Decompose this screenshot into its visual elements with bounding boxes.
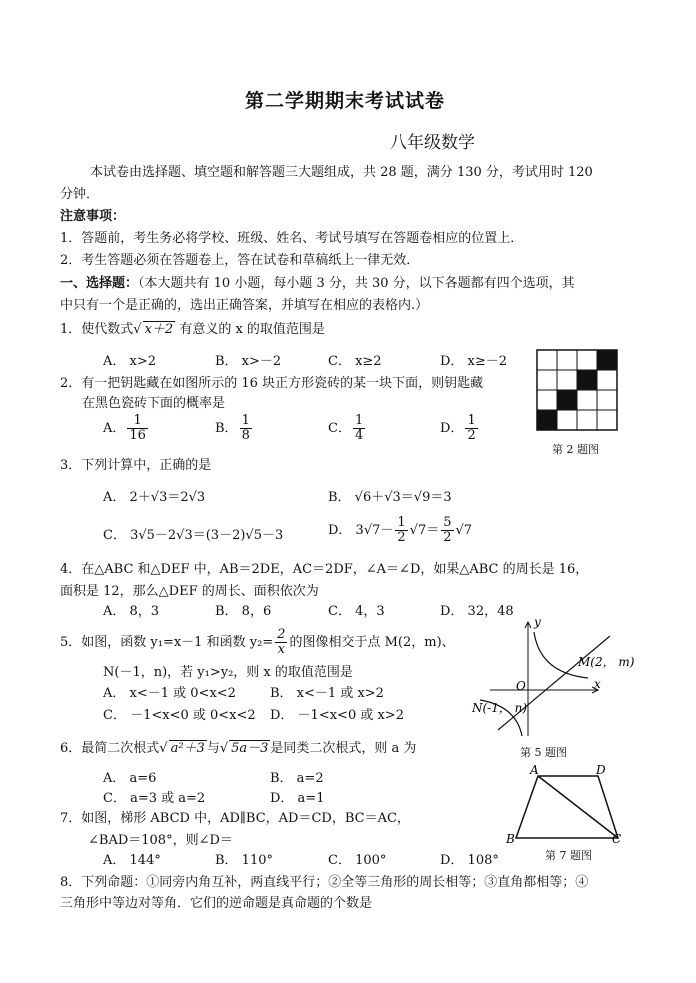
- frac-num: 1: [397, 515, 406, 530]
- q5-option-b: B． x<－1 或 x>2: [270, 686, 384, 701]
- q2-option-d: [440, 414, 480, 443]
- label-x: x: [594, 677, 601, 691]
- point-c: C: [612, 832, 622, 846]
- q3-stem: 3．下列计算中，正确的是: [60, 458, 212, 473]
- q2-d-frac: [465, 414, 477, 443]
- q3-option-c: C． 3√5－2√3＝(3－2)√5－3: [103, 528, 284, 543]
- q1-stem: [60, 318, 325, 337]
- black-tile: [597, 350, 617, 370]
- q6-post: 是同类二次根式，则 a 为: [270, 741, 417, 756]
- q4-option-a: A． 8，3: [103, 604, 160, 619]
- q3-option-b: B． √6＋√3＝√9＝3: [328, 490, 452, 505]
- q6-option-c: C． a=3 或 a=2: [103, 791, 206, 806]
- q2-a-label: A．: [103, 421, 126, 436]
- q4-option-b: B． 8，6: [215, 604, 272, 619]
- q4-option-d: D． 32，48: [440, 604, 514, 619]
- q5-graph-figure: [470, 618, 640, 740]
- sqrt-sign: √: [133, 322, 142, 337]
- q2-a-frac: [127, 414, 148, 443]
- intro-line2: 分钟．: [60, 187, 100, 202]
- page-subtitle: 八年级数学: [390, 133, 475, 153]
- q8-line1: 8．下列命题：①同旁内角互补，两直线平行；②全等三角形的周长相等；③直角都相等；④: [60, 875, 589, 890]
- q1-radicand: x＋2: [144, 322, 174, 337]
- section1-desc: （本大题共有 10 小题，每小题 3 分，共 30 分，以下各题都有四个选项，其: [138, 276, 575, 291]
- q4-line1: 4．在△ABC 和△DEF 中，AB＝2DE，AC＝2DF，∠A＝∠D，如果△ABC 的周长是 16，: [60, 562, 589, 577]
- q6-radicand-2: 5a－3: [231, 741, 269, 756]
- q3-d-frac2: [441, 516, 453, 545]
- q2-line1: 2．有一把钥匙藏在如图所示的 16 块正方形瓷砖的某一块下面，则钥匙藏: [60, 376, 484, 391]
- q4-option-c: C． 4，3: [328, 604, 385, 619]
- point-d: D: [596, 764, 606, 777]
- q5-option-c: C． －1<x<0 或 0<x<2: [103, 708, 256, 723]
- notice-item-2: 2．考生答题必须在答题卷上，答在试卷和草稿纸上一律无效．: [60, 253, 420, 268]
- q5-pre: 5．如图，函数 y₁=x－1 和函数 y₂=: [60, 635, 274, 650]
- diagonal-ac: [538, 776, 618, 838]
- black-tile: [577, 370, 597, 390]
- q1-option-c: C． x≥2: [328, 354, 382, 369]
- q5-line2: N(－1，n)，若 y₁>y₂，则 x 的取值范围是: [103, 665, 353, 680]
- frac-den: 8: [241, 428, 250, 443]
- q8-line2: 三角形中等边对等角．它们的逆命题是真命题的个数是: [60, 896, 373, 911]
- section1-label: 一、选择题：: [60, 276, 139, 291]
- black-tile: [557, 390, 577, 410]
- q1-post: 有意义的 x 的取值范围是: [179, 322, 325, 337]
- q6-stem: [60, 737, 416, 756]
- sqrt-sign: √: [219, 741, 229, 756]
- label-n: N(-1， n): [472, 701, 528, 715]
- section1-desc2: 中只有一个是正确的，选出正确答案，并填写在相应的表格内.）: [60, 298, 429, 313]
- q1-option-a: A． x>2: [103, 354, 157, 369]
- q2-c-frac: [353, 414, 365, 443]
- q7-trapezoid-figure: [500, 764, 630, 846]
- trapezoid-abcd: [516, 776, 618, 838]
- q2-option-b: [215, 414, 254, 443]
- frac-den: 2: [467, 428, 476, 443]
- q7-line2: ∠BAD＝108°，则∠D＝: [88, 833, 233, 848]
- q1-option-d: D． x≥－2: [440, 354, 508, 369]
- frac-num: 1: [241, 413, 250, 428]
- q7-line1: 7．如图，梯形 ABCD 中，AD∥BC，AD＝CD，BC＝AC，: [60, 811, 410, 826]
- page-title: 第二学期期末考试试卷: [245, 90, 446, 112]
- q2-c-label: C．: [328, 421, 351, 436]
- q3-d-pre: D． 3√7－: [328, 523, 394, 538]
- frac-den: 16: [129, 428, 146, 443]
- q3-d-post: √7: [455, 523, 473, 538]
- q7-option-d: D． 108°: [440, 853, 499, 868]
- q3-option-d: [328, 516, 472, 545]
- q5-post: 的图像相交于点 M(2，m)、: [289, 635, 455, 650]
- q2-b-label: B．: [215, 421, 238, 436]
- q5-caption: 第 5 题图: [520, 746, 567, 759]
- q7-option-b: B． 110°: [215, 853, 273, 868]
- q3-option-a: A． 2＋√3＝2√3: [103, 490, 206, 505]
- tile-grid-figure: [536, 349, 618, 431]
- frac-den: 4: [354, 428, 364, 443]
- q6-radicand-1: a²＋3: [170, 741, 205, 756]
- q6-option-a: A． a=6: [103, 771, 157, 786]
- label-y: y: [534, 618, 541, 629]
- q2-option-a: [103, 414, 150, 443]
- q2-line2: 在黑色瓷砖下面的概率是: [82, 396, 226, 411]
- q7-caption: 第 7 题图: [545, 849, 592, 862]
- label-m: M(2， m): [578, 655, 635, 669]
- q5-frac: [275, 628, 287, 657]
- intro-line1: 本试卷由选择题、填空题和解答题三大题组成，共 28 题，满分 130 分，考试用时 120: [90, 165, 593, 180]
- label-o: O: [516, 679, 526, 693]
- q6-mid: 与: [206, 741, 220, 756]
- black-tile: [537, 410, 557, 430]
- q1-pre: 1．使代数式: [60, 322, 134, 337]
- q2-option-c: [328, 414, 367, 443]
- q3-d-frac1: [395, 516, 407, 545]
- frac-num: 2: [277, 627, 286, 642]
- q6-pre: 6．最简二次根式: [60, 741, 160, 756]
- q6-option-b: B． a=2: [270, 771, 324, 786]
- frac-num: 5: [443, 515, 452, 530]
- q3-d-mid: √7＝: [409, 523, 440, 538]
- q2-b-frac: [240, 414, 252, 443]
- sqrt-sign: √: [159, 741, 168, 756]
- point-b: B: [506, 832, 515, 846]
- q5-option-d: D． －1<x<0 或 x>2: [270, 708, 404, 723]
- q7-option-c: C． 100°: [328, 853, 387, 868]
- q6-option-d: D． a=1: [270, 791, 325, 806]
- frac-den: x: [277, 642, 285, 657]
- q1-option-b: B． x>－2: [215, 354, 282, 369]
- q2-d-label: D．: [440, 421, 464, 436]
- q4-line2: 面积是 12，那么△DEF 的周长、面积依次为: [60, 584, 319, 599]
- notice-heading: 注意事项：: [60, 209, 126, 224]
- frac-num: 1: [354, 413, 364, 428]
- frac-den: 2: [397, 530, 406, 545]
- frac-den: 2: [443, 530, 452, 545]
- frac-num: 1: [467, 413, 476, 428]
- q5-option-a: A． x<－1 或 0<x<2: [103, 686, 236, 701]
- frac-num: 1: [127, 414, 148, 429]
- q2-caption: 第 2 题图: [552, 443, 599, 456]
- point-a: A: [530, 764, 539, 777]
- q5-line1: [60, 628, 455, 657]
- notice-item-1: 1．答题前，考生务必将学校、班级、姓名、考试号填写在答题卷相应的位置上．: [60, 231, 524, 246]
- section1-heading: [60, 272, 575, 291]
- q7-option-a: A． 144°: [103, 853, 161, 868]
